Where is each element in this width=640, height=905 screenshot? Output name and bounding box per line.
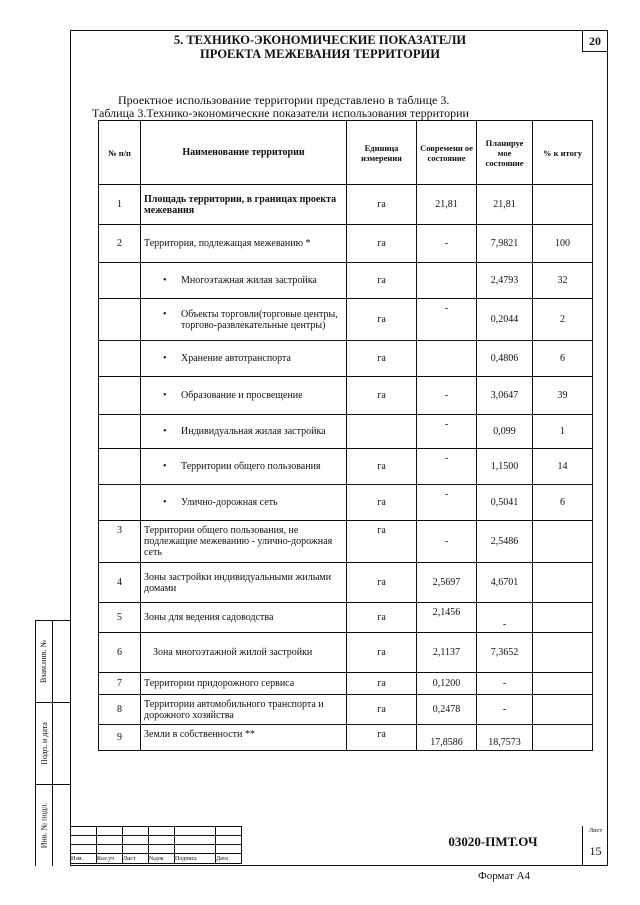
- cell-pct: [533, 673, 593, 695]
- cell-name: Зоны застройки индивидуальными жилыми домами: [141, 563, 347, 603]
- sheet-label: Лист: [588, 827, 603, 834]
- table-row: [99, 377, 593, 415]
- cell-planned: 7,3652: [477, 633, 533, 673]
- header-pct: % к итогу: [533, 121, 593, 185]
- rev-col-qty: Кол.уч: [97, 854, 123, 864]
- cell-planned: -: [477, 603, 533, 633]
- cell-current: 0,1200: [417, 673, 477, 695]
- header-name: Наименование территории: [141, 121, 347, 185]
- cell-pct: 100: [533, 225, 593, 263]
- cell-planned: 2,5486: [477, 521, 533, 563]
- table-row: [99, 603, 593, 633]
- cell-pct: 6: [533, 341, 593, 377]
- cell-current: -: [417, 225, 477, 263]
- cell-num: 2: [99, 225, 141, 263]
- cell-pct: 6: [533, 485, 593, 521]
- table-row: [99, 341, 593, 377]
- cell-current: -: [417, 521, 477, 563]
- cell-name: • Образование и просвещение: [141, 377, 347, 415]
- cell-pct: [533, 521, 593, 563]
- stamp-label-sign-date: Подп. и дата: [39, 722, 49, 765]
- cell-pct: 1: [533, 415, 593, 449]
- cell-unit: га: [347, 521, 417, 563]
- cell-name: Площадь территории, в границах проекта межевания: [141, 185, 347, 225]
- cell-pct: 32: [533, 263, 593, 299]
- cell-num: [99, 415, 141, 449]
- cell-unit: га: [347, 185, 417, 225]
- cell-unit: га: [347, 377, 417, 415]
- table-row: [99, 695, 593, 725]
- rev-col-doc: №док: [149, 854, 175, 864]
- stamp-inv-replace: [36, 620, 71, 702]
- table-row: [99, 415, 593, 449]
- document-code: 03020-ПМТ.ОЧ: [448, 834, 538, 849]
- cell-pct: [533, 563, 593, 603]
- cell-name: • Индивидуальная жилая застройка: [141, 415, 347, 449]
- heading-line-1: 5. ТЕХНИКО-ЭКОНОМИЧЕСКИЕ ПОКАЗАТЕЛИ: [173, 33, 467, 47]
- cell-unit: га: [347, 563, 417, 603]
- cell-num: [99, 263, 141, 299]
- cell-planned: 0,099: [477, 415, 533, 449]
- stamp-inv-orig: [36, 784, 71, 866]
- cell-planned: 0,4806: [477, 341, 533, 377]
- cell-pct: 2: [533, 299, 593, 341]
- table-row: [99, 563, 593, 603]
- cell-num: [99, 377, 141, 415]
- cell-planned: 21,81: [477, 185, 533, 225]
- header-num: № п/п: [99, 121, 141, 185]
- cell-unit: га: [347, 695, 417, 725]
- cell-current: 2,5697: [417, 563, 477, 603]
- cell-pct: 39: [533, 377, 593, 415]
- cell-current: -: [417, 299, 477, 341]
- cell-num: [99, 449, 141, 485]
- cell-unit: га: [347, 485, 417, 521]
- cell-current: -: [417, 377, 477, 415]
- page-format: Формат А4: [478, 870, 531, 882]
- table-row: [99, 449, 593, 485]
- stamp-label-inv-replace: Взам.инв. №: [39, 639, 49, 684]
- cell-name: Земли в собственности **: [141, 725, 347, 751]
- cell-num: [99, 485, 141, 521]
- cell-num: [99, 341, 141, 377]
- table-row: [99, 299, 593, 341]
- cell-pct: [533, 185, 593, 225]
- sheet-box: [582, 826, 608, 866]
- cell-planned: 3,0647: [477, 377, 533, 415]
- table-row: [99, 485, 593, 521]
- cell-planned: 4,6701: [477, 563, 533, 603]
- revision-grid: [70, 826, 242, 864]
- cell-current: 2,1456: [417, 603, 477, 633]
- cell-pct: [533, 725, 593, 751]
- cell-current: 0,2478: [417, 695, 477, 725]
- cell-current: 17,8586: [417, 725, 477, 751]
- cell-planned: -: [477, 695, 533, 725]
- cell-current: -: [417, 485, 477, 521]
- cell-name: • Объекты торговли(торговые центры, торгово-развлекательные центры): [141, 299, 347, 341]
- sheet-corner-number: 20: [582, 30, 608, 52]
- rev-col-date: Дата: [216, 854, 242, 864]
- table-row: [99, 633, 593, 673]
- cell-current: -: [417, 415, 477, 449]
- table-row: [99, 185, 593, 225]
- cell-unit: га: [347, 341, 417, 377]
- cell-pct: [533, 633, 593, 673]
- cell-name: • Территории общего пользования: [141, 449, 347, 485]
- indicators-table: [98, 120, 593, 751]
- heading-line-2: ПРОЕКТА МЕЖЕВАНИЯ ТЕРРИТОРИИ: [200, 47, 440, 61]
- cell-current: [417, 341, 477, 377]
- cell-current: 21,81: [417, 185, 477, 225]
- cell-unit: га: [347, 603, 417, 633]
- cell-current: 2,1137: [417, 633, 477, 673]
- cell-name: • Улично-дорожная сеть: [141, 485, 347, 521]
- cell-num: 3: [99, 521, 141, 563]
- cell-planned: 2,4793: [477, 263, 533, 299]
- cell-unit: га: [347, 633, 417, 673]
- cell-num: 4: [99, 563, 141, 603]
- cell-name: Территории общего пользования, не подлежащие межеванию - улично-дорожная сеть: [141, 521, 347, 563]
- table-row: [99, 263, 593, 299]
- cell-planned: 7,9821: [477, 225, 533, 263]
- table-header-row: [99, 121, 593, 185]
- table-row: [99, 725, 593, 751]
- cell-pct: [533, 603, 593, 633]
- cell-planned: 18,7573: [477, 725, 533, 751]
- cell-num: 5: [99, 603, 141, 633]
- section-heading: [0, 33, 640, 61]
- table-row: [99, 673, 593, 695]
- cell-unit: [347, 415, 417, 449]
- left-margin-stamp: [35, 620, 70, 866]
- cell-unit: га: [347, 449, 417, 485]
- cell-unit: га: [347, 673, 417, 695]
- cell-num: 9: [99, 725, 141, 751]
- rev-col-change: Изм.: [71, 854, 97, 864]
- cell-planned: 0,5041: [477, 485, 533, 521]
- cell-num: 1: [99, 185, 141, 225]
- cell-num: [99, 299, 141, 341]
- intro-text: Проектное использование территории представлено в таблице 3.: [118, 93, 450, 107]
- cell-current: -: [417, 449, 477, 485]
- cell-unit: га: [347, 225, 417, 263]
- sheet-number: 15: [589, 844, 602, 858]
- cell-num: 7: [99, 673, 141, 695]
- cell-pct: [533, 695, 593, 725]
- cell-planned: 0,2044: [477, 299, 533, 341]
- cell-unit: га: [347, 299, 417, 341]
- cell-name: Зона многоэтажной жилой застройки: [141, 633, 347, 673]
- stamp-label-inv-orig: Инв. № подл.: [39, 802, 49, 849]
- rev-col-sheet: Лист: [123, 854, 149, 864]
- cell-planned: -: [477, 673, 533, 695]
- cell-planned: 1,1500: [477, 449, 533, 485]
- cell-name: Территория, подлежащая межеванию *: [141, 225, 347, 263]
- table-row: [99, 521, 593, 563]
- header-unit: Единица измерения: [347, 121, 417, 185]
- cell-current: [417, 263, 477, 299]
- title-block: [70, 826, 608, 866]
- cell-num: 8: [99, 695, 141, 725]
- cell-name: Зоны для ведения садоводства: [141, 603, 347, 633]
- cell-name: • Хранение автотранспорта: [141, 341, 347, 377]
- cell-unit: га: [347, 263, 417, 299]
- table-caption: Таблица 3.Технико-экономические показатели использования территории: [92, 106, 469, 120]
- cell-num: 6: [99, 633, 141, 673]
- table-row: [99, 225, 593, 263]
- cell-name: • Многоэтажная жилая застройка: [141, 263, 347, 299]
- cell-name: Территории придорожного сервиса: [141, 673, 347, 695]
- header-planned: Планируе мое состояние: [477, 121, 533, 185]
- header-current: Современн ое состояние: [417, 121, 477, 185]
- revision-header-row: [71, 854, 242, 864]
- cell-name: Территории автомобильного транспорта и дорожного хозяйства: [141, 695, 347, 725]
- stamp-sign-date: [36, 702, 71, 784]
- cell-pct: 14: [533, 449, 593, 485]
- cell-unit: га: [347, 725, 417, 751]
- rev-col-signature: Подпись: [175, 854, 216, 864]
